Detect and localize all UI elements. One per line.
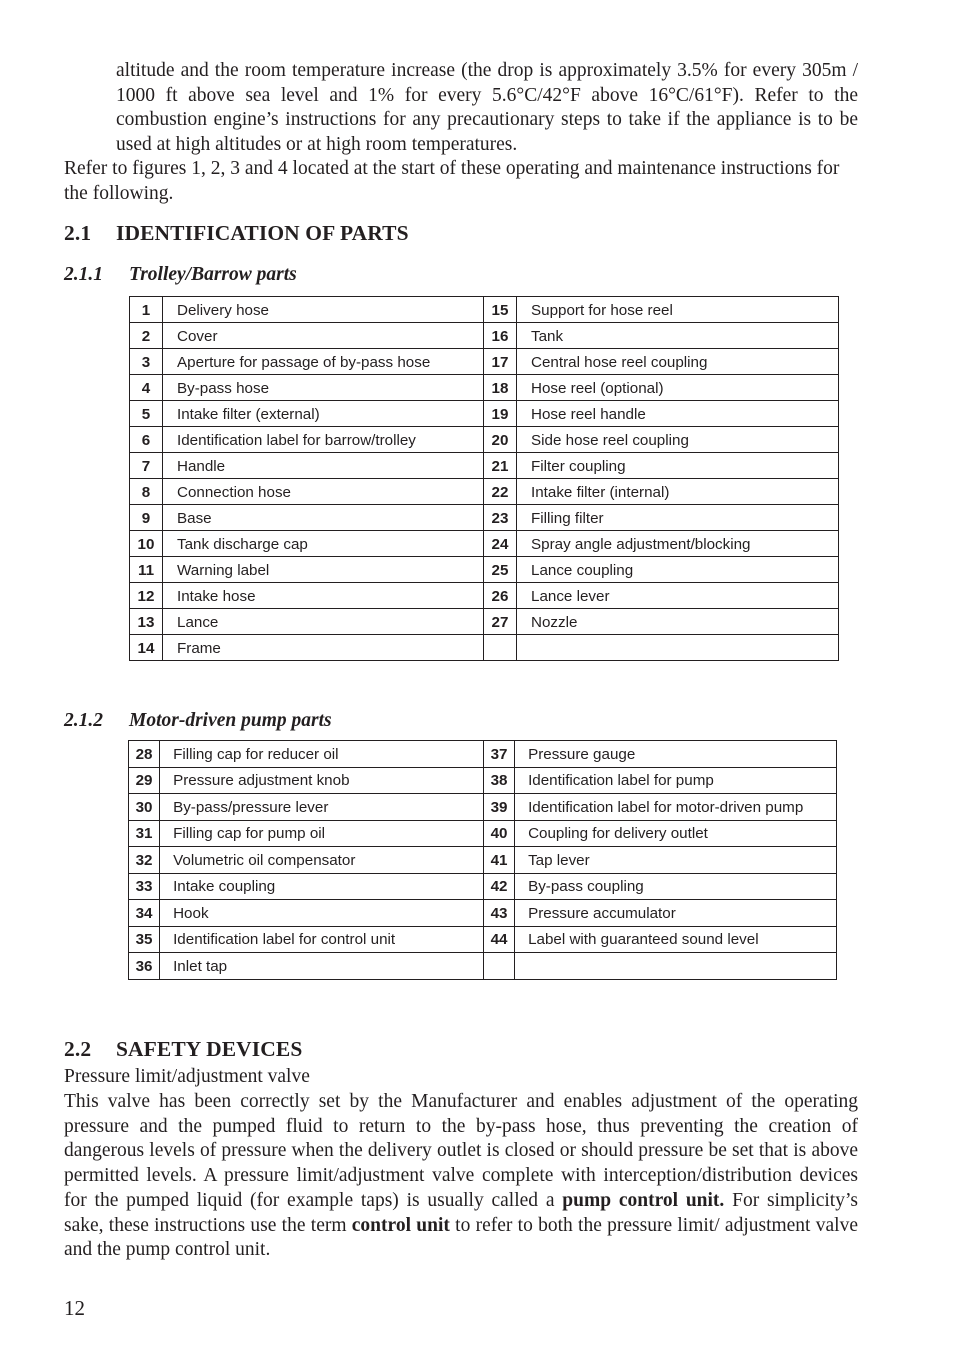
part-description: Central hose reel coupling [517, 349, 839, 375]
part-description: Handle [163, 453, 484, 479]
part-number: 4 [130, 375, 163, 401]
part-description: Identification label for control unit [160, 926, 484, 953]
table-row [129, 926, 837, 953]
valve-subtitle: Pressure limit/adjustment valve [64, 1066, 310, 1087]
part-description: Frame [163, 635, 484, 661]
part-number [484, 635, 517, 661]
table-row [129, 767, 837, 794]
part-number: 34 [129, 900, 160, 927]
part-number: 19 [484, 401, 517, 427]
part-number: 32 [129, 847, 160, 874]
part-number: 1 [130, 297, 163, 323]
part-description: Pressure accumulator [515, 900, 837, 927]
part-number: 36 [129, 953, 160, 980]
part-description: By-pass/pressure lever [160, 794, 484, 821]
part-description: By-pass hose [163, 375, 484, 401]
part-description: Nozzle [517, 609, 839, 635]
part-description: Filter coupling [517, 453, 839, 479]
part-number: 9 [130, 505, 163, 531]
part-description: Lance [163, 609, 484, 635]
part-number: 16 [484, 323, 517, 349]
page-number: 12 [64, 1296, 85, 1320]
section-title: SAFETY DEVICES [116, 1037, 303, 1061]
part-description: Side hose reel coupling [517, 427, 839, 453]
section-number: 2.1 [64, 221, 92, 245]
part-number: 41 [483, 847, 514, 874]
part-number: 17 [484, 349, 517, 375]
part-description: Inlet tap [160, 953, 484, 980]
table-row [129, 741, 837, 768]
part-number: 14 [130, 635, 163, 661]
part-description: Volumetric oil compensator [160, 847, 484, 874]
part-number: 43 [483, 900, 514, 927]
part-description: Intake filter (internal) [517, 479, 839, 505]
subsection-title: Trolley/Barrow parts [129, 264, 297, 285]
part-description: Pressure gauge [515, 741, 837, 768]
part-description [515, 953, 837, 980]
part-description: Delivery hose [163, 297, 484, 323]
part-number: 28 [129, 741, 160, 768]
table-row [129, 794, 837, 821]
part-description: Support for hose reel [517, 297, 839, 323]
part-number: 6 [130, 427, 163, 453]
part-description: Identification label for barrow/trolley [163, 427, 484, 453]
body-bold-term: control unit [351, 1214, 450, 1236]
subsection-2-1-2-heading [64, 710, 332, 732]
part-number: 20 [484, 427, 517, 453]
part-number: 3 [130, 349, 163, 375]
part-description: Filling cap for reducer oil [160, 741, 484, 768]
part-number: 22 [484, 479, 517, 505]
part-number: 42 [483, 873, 514, 900]
body-text: to refer to both the pressure limit/ adjustment valve and the pump control unit. [64, 1214, 858, 1261]
part-description: Connection hose [163, 479, 484, 505]
part-number: 15 [484, 297, 517, 323]
table-row [129, 873, 837, 900]
part-description: Coupling for delivery outlet [515, 820, 837, 847]
table-row [130, 505, 839, 531]
section-title: IDENTIFICATION OF PARTS [116, 221, 409, 245]
part-number: 39 [483, 794, 514, 821]
pump-parts-table [128, 740, 837, 980]
part-number: 44 [483, 926, 514, 953]
part-description: Base [163, 505, 484, 531]
part-description: Aperture for passage of by-pass hose [163, 349, 484, 375]
part-number: 40 [483, 820, 514, 847]
part-description: Intake filter (external) [163, 401, 484, 427]
section-number: 2.2 [64, 1037, 92, 1061]
part-number: 35 [129, 926, 160, 953]
table-row [130, 453, 839, 479]
table-row [130, 297, 839, 323]
subsection-title: Motor-driven pump parts [129, 710, 332, 731]
table-row [130, 323, 839, 349]
intro-paragraph: altitude and the room temperature increase (the drop is approximately 3.5% for every 305m / 1000 ft above sea level and 1% for every 5.6°C/42°F above 16°C/61°F). Refer to the combustion engine’s instructions for any precautionary steps to take if the appliance is to be used at high altitudes or at high room temperatures. [116, 60, 858, 156]
table-row [130, 583, 839, 609]
part-number: 24 [484, 531, 517, 557]
trolley-parts-table [129, 296, 839, 661]
part-number: 31 [129, 820, 160, 847]
part-description: Identification label for motor-driven pump [515, 794, 837, 821]
table-row [129, 820, 837, 847]
part-description: Lance lever [517, 583, 839, 609]
part-number: 13 [130, 609, 163, 635]
part-number [483, 953, 514, 980]
part-description: Tank [517, 323, 839, 349]
part-number: 10 [130, 531, 163, 557]
table-row [130, 349, 839, 375]
part-description: Spray angle adjustment/blocking [517, 531, 839, 557]
part-number: 18 [484, 375, 517, 401]
refer-paragraph: Refer to figures 1, 2, 3 and 4 located at the start of these operating and maintenance instructions for the following. [64, 158, 840, 204]
body-bold-term: pump control unit. [562, 1189, 725, 1211]
table-row [130, 557, 839, 583]
part-description: Hose reel (optional) [517, 375, 839, 401]
part-number: 27 [484, 609, 517, 635]
table-row [130, 635, 839, 661]
part-description: Filling filter [517, 505, 839, 531]
table-row [130, 531, 839, 557]
body-text: For simplicity’s sake, these instructions use the term [64, 1189, 858, 1236]
part-number: 12 [130, 583, 163, 609]
part-number: 33 [129, 873, 160, 900]
part-description: Label with guaranteed sound level [515, 926, 837, 953]
part-description [517, 635, 839, 661]
part-description: Hook [160, 900, 484, 927]
part-description: Filling cap for pump oil [160, 820, 484, 847]
part-number: 21 [484, 453, 517, 479]
trolley-parts-body [130, 297, 839, 661]
part-number: 23 [484, 505, 517, 531]
part-description: Pressure adjustment knob [160, 767, 484, 794]
part-description: Intake coupling [160, 873, 484, 900]
part-number: 29 [129, 767, 160, 794]
subsection-2-1-1-heading [64, 264, 297, 286]
part-description: Tap lever [515, 847, 837, 874]
table-row [130, 375, 839, 401]
part-number: 11 [130, 557, 163, 583]
part-description: Cover [163, 323, 484, 349]
subsection-number: 2.1.2 [64, 710, 103, 731]
table-row [129, 847, 837, 874]
part-number: 5 [130, 401, 163, 427]
part-description: Warning label [163, 557, 484, 583]
part-description: Identification label for pump [515, 767, 837, 794]
table-row [130, 427, 839, 453]
table-row [130, 401, 839, 427]
part-number: 8 [130, 479, 163, 505]
part-description: Tank discharge cap [163, 531, 484, 557]
part-number: 37 [483, 741, 514, 768]
part-description: Hose reel handle [517, 401, 839, 427]
table-row [130, 609, 839, 635]
part-number: 30 [129, 794, 160, 821]
table-row [129, 900, 837, 927]
part-description: Lance coupling [517, 557, 839, 583]
table-row [129, 953, 837, 980]
part-number: 26 [484, 583, 517, 609]
part-number: 2 [130, 323, 163, 349]
part-description: By-pass coupling [515, 873, 837, 900]
subsection-number: 2.1.1 [64, 264, 103, 285]
part-number: 38 [483, 767, 514, 794]
part-number: 25 [484, 557, 517, 583]
body-text: This valve has been correctly set by the Manufacturer and enables adjustment of the operating pressure and the pumped fluid to return to the by-pass hose, thus preventing the creation of dangerous levels of pressure when the delivery outlet is closed or should pressure be set that is above permitted levels. A pressure limit/adjustment valve complete with interception/distribution devices for the pumped liquid (for example taps) is usually called a [64, 1091, 858, 1211]
table-row [130, 479, 839, 505]
section-2-1-heading [64, 221, 409, 246]
part-description: Intake hose [163, 583, 484, 609]
part-number: 7 [130, 453, 163, 479]
safety-body-paragraph [64, 1090, 858, 1263]
section-2-2-heading [64, 1037, 302, 1062]
pump-parts-body [129, 741, 837, 980]
